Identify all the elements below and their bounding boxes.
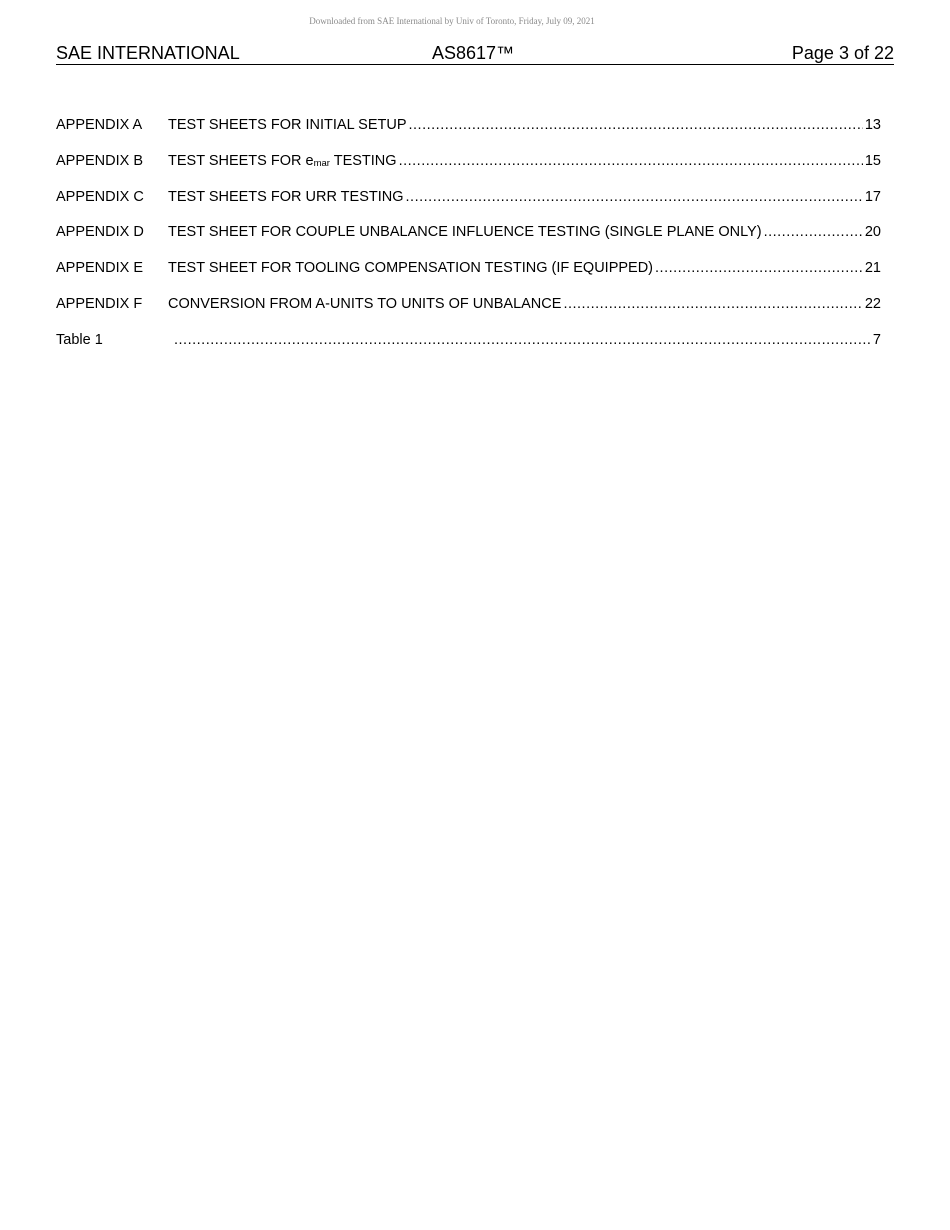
toc-title-subscript: mar bbox=[313, 157, 330, 169]
toc-entry-page: 21 bbox=[864, 260, 881, 277]
toc-entry-appendix-b[interactable] bbox=[56, 149, 881, 185]
toc-dot-leader bbox=[764, 220, 863, 244]
toc-entry-title: TEST SHEET FOR TOOLING COMPENSATION TESTING (IF EQUIPPED) bbox=[168, 260, 654, 277]
header-page-indicator: Page 3 of 22 bbox=[791, 43, 894, 63]
toc-dot-leader bbox=[406, 185, 863, 209]
toc-entry-page: 17 bbox=[864, 188, 881, 205]
toc-entry-appendix-a[interactable] bbox=[56, 113, 881, 149]
toc-entry-title bbox=[168, 149, 397, 175]
toc-dot-leader bbox=[174, 328, 871, 352]
toc-entry-label: APPENDIX A bbox=[56, 117, 143, 133]
page-header bbox=[56, 43, 894, 65]
header-organization: SAE INTERNATIONAL bbox=[56, 43, 240, 63]
toc-entry-title: TEST SHEETS FOR URR TESTING bbox=[168, 188, 404, 205]
toc-entry-label: APPENDIX E bbox=[56, 260, 144, 277]
toc-entry-page: 15 bbox=[864, 152, 881, 169]
toc-title-suffix: TESTING bbox=[329, 152, 397, 169]
toc-dot-leader bbox=[409, 113, 863, 137]
toc-dot-leader bbox=[655, 256, 863, 280]
toc-entry-label: APPENDIX B bbox=[56, 152, 144, 169]
toc-entry-page: 22 bbox=[864, 295, 881, 312]
toc-entry-label: APPENDIX D bbox=[56, 224, 144, 241]
toc-entry-appendix-e[interactable] bbox=[56, 256, 881, 292]
toc-entry-label: APPENDIX F bbox=[56, 295, 143, 312]
toc-entry-page: 20 bbox=[864, 224, 881, 241]
toc-entry-label: APPENDIX C bbox=[56, 188, 144, 205]
toc-title-prefix: TEST SHEETS FOR e bbox=[168, 152, 314, 169]
toc-entry-page: 13 bbox=[864, 117, 881, 133]
toc-entry-appendix-c[interactable] bbox=[56, 185, 881, 221]
table-of-contents bbox=[56, 113, 881, 364]
header-document-number: AS8617™ bbox=[432, 43, 515, 63]
toc-entry-appendix-d[interactable] bbox=[56, 220, 881, 256]
toc-dot-leader bbox=[399, 149, 863, 173]
toc-entry-title: TEST SHEETS FOR INITIAL SETUP bbox=[168, 117, 407, 133]
download-watermark-note: Downloaded from SAE International by Univ of Toronto, Friday, July 09, 2021 bbox=[309, 16, 595, 26]
toc-entry-table-1[interactable] bbox=[56, 328, 881, 364]
toc-entry-label: Table 1 bbox=[56, 331, 103, 348]
toc-entry-title: TEST SHEET FOR COUPLE UNBALANCE INFLUENCE TESTING (SINGLE PLANE ONLY) bbox=[168, 224, 762, 241]
toc-dot-leader bbox=[563, 292, 862, 316]
toc-entry-appendix-f[interactable] bbox=[56, 292, 881, 328]
toc-entry-title: CONVERSION FROM A-UNITS TO UNITS OF UNBALANCE bbox=[168, 295, 562, 312]
toc-entry-page: 7 bbox=[872, 331, 881, 348]
